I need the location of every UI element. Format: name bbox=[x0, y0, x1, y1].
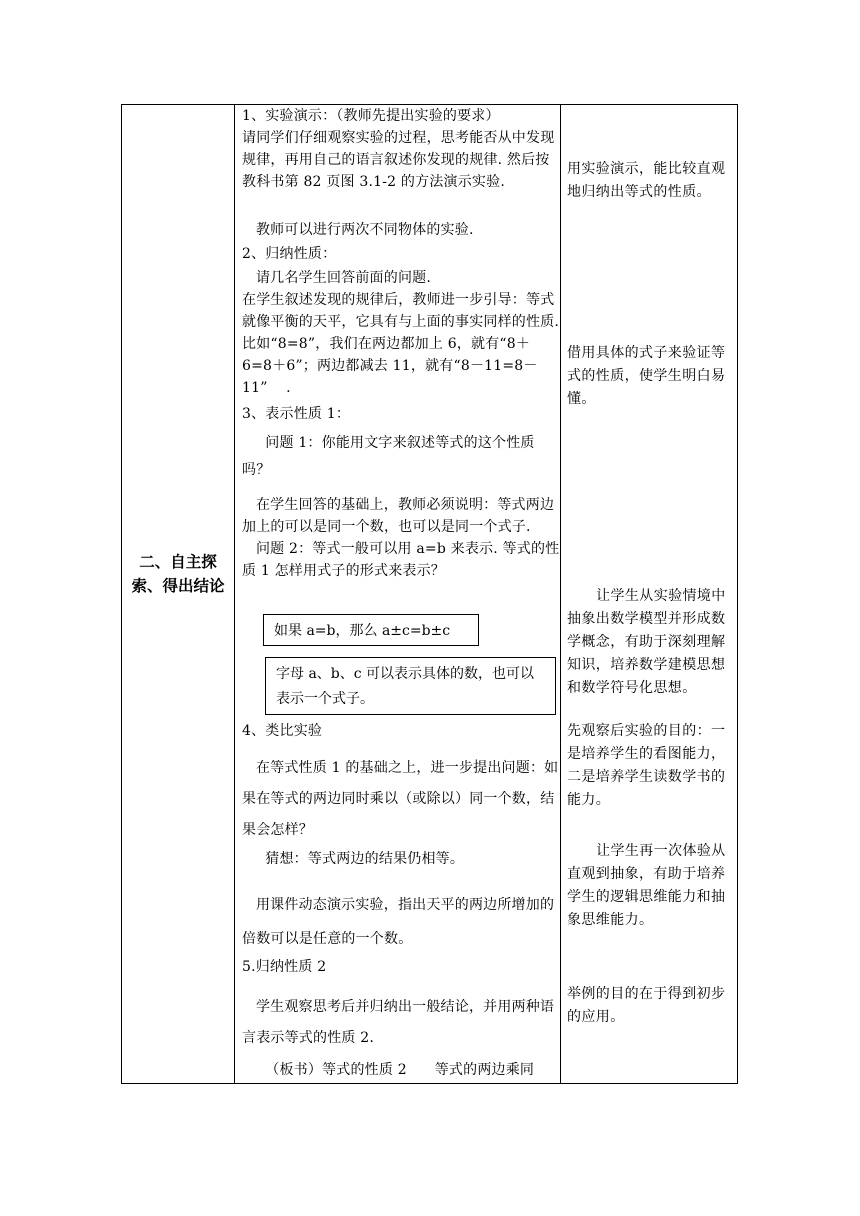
conjecture: 猜想：等式两边的结果仍相等。 bbox=[242, 851, 465, 867]
analogy-question: 在等式性质 1 的基础之上，进一步提出问题：如果在等式的两边同时乘以（或除以）同一个数，结果会怎样？ bbox=[242, 760, 559, 838]
letters-note-box: 字母 a、b、c 可以表示具体的数，也可以表示一个式子。 bbox=[265, 657, 556, 715]
intent-note: 先观察后实验的目的：一是培养学生的看图能力，二是培养学生读数学书的能力。 bbox=[567, 723, 726, 808]
section-heading: 2、归纳性质： bbox=[242, 246, 337, 262]
intent-note: 让学生从实验情境中抽象出数学模型并形成数学概念，有助于深刻理解知识，培养数学建模思想和数学符号化思想。 bbox=[567, 588, 726, 696]
intent-note: 让学生再一次体验从直观到抽象，有助于培养学生的逻辑思维能力和抽象思维能力。 bbox=[567, 843, 726, 928]
board-writing: （板书）等式的性质 2 等式的两边乘同 bbox=[242, 1062, 535, 1078]
intent-note: 举例的目的在于得到初步的应用。 bbox=[567, 986, 726, 1025]
column-divider bbox=[234, 105, 235, 1083]
section-heading: 4、类比实验 bbox=[242, 723, 323, 739]
intent-note: 借用具体的式子来验证等式的性质，使学生明白易懂。 bbox=[567, 345, 726, 407]
column-divider bbox=[560, 105, 561, 1083]
question-1: 问题 1：你能用文字来叙述等式的这个性质吗？ bbox=[242, 435, 535, 478]
courseware-demo: 用课件动态演示实验，指出天平的两边所增加的倍数可以是任意的一个数。 bbox=[242, 897, 555, 947]
section-heading: 5.归纳性质 2 bbox=[242, 959, 327, 975]
section-heading: 3、表示性质 1： bbox=[242, 406, 351, 422]
intent-note: 用实验演示，能比较直观地归纳出等式的性质。 bbox=[567, 161, 726, 200]
induction-text: 请几名学生回答前面的问题. 在学生叙述发现的规律后，教师进一步引导：等式就像平衡的天平，它具有与上面的事实同样的性质. 比如“8=8”，我们在两边都加上 6，就有“8＋6=8＋6”；两边都减去 11，就有“8－11=8－11” . bbox=[242, 270, 560, 396]
lesson-plan-table bbox=[121, 104, 738, 1084]
stage-title: 二、自主探 索、得出结论 bbox=[131, 553, 225, 595]
experiment-demo-text: 1、实验演示：（教师先提出实验的要求） 请同学们仔细观察实验的过程，思考能否从中发现规律，再用自己的语言叙述你发现的规律. 然后按教科书第 82 页图 3.1-2 的方法演示实验. bbox=[242, 108, 555, 190]
property-1-formula-box: 如果 a=b，那么 a±c=b±c bbox=[263, 614, 479, 646]
teacher-note: 教师可以进行两次不同物体的实验. bbox=[242, 222, 474, 238]
teacher-explanation: 在学生回答的基础上，教师必须说明：等式两边加上的可以是同一个数，也可以是同一个式子. 问题 2：等式一般可以用 a=b 来表示. 等式的性质 1 怎样用式子的形式来表示？ bbox=[242, 497, 560, 579]
student-conclusion: 学生观察思考后并归纳出一般结论，并用两种语言表示等式的性质 2. bbox=[242, 999, 555, 1046]
